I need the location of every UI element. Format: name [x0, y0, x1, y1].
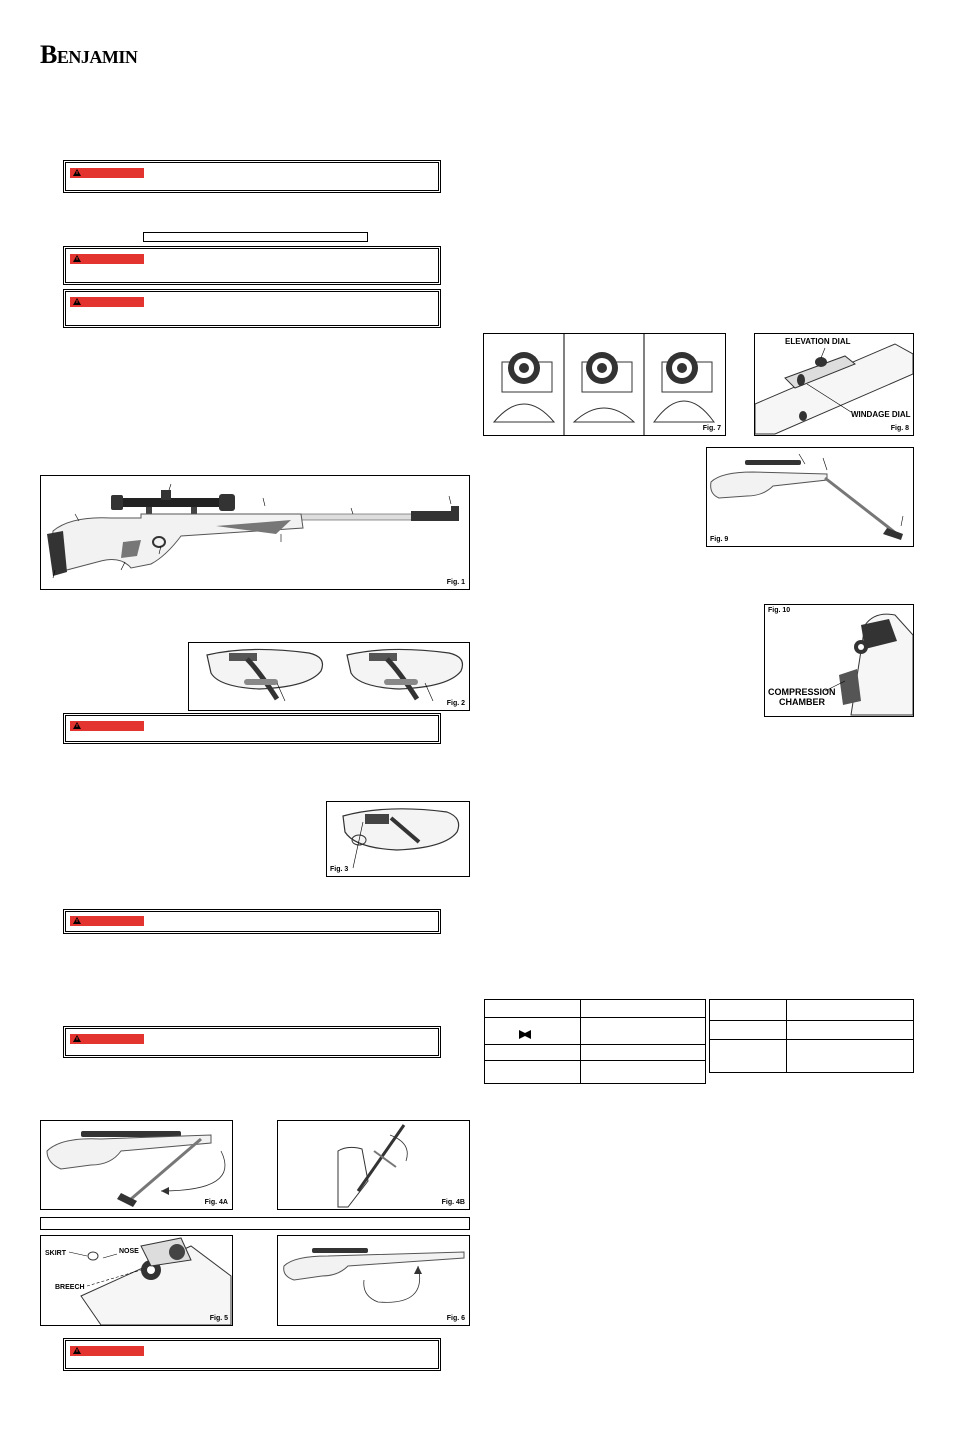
- compression-chamber-label-1: COMPRESSION: [768, 687, 836, 697]
- table-row: [710, 1000, 914, 1021]
- warning-box: [63, 160, 441, 193]
- warning-tag: [70, 1346, 144, 1356]
- text-field-box: [143, 232, 368, 242]
- figure-caption: Fig. 10: [768, 607, 791, 614]
- figure-7-sight-pictures: [483, 333, 726, 436]
- rifle-illustration: [41, 476, 469, 589]
- safety-illustration: [189, 643, 469, 710]
- warning-triangle-icon: [73, 1035, 81, 1042]
- stance-illustration: [278, 1121, 469, 1209]
- caption-bar: [40, 1217, 470, 1230]
- warning-tag: [70, 916, 144, 926]
- figure-4b-cocking-stance: [277, 1120, 470, 1210]
- figure-caption: Fig. 1: [446, 579, 465, 586]
- rear-sight-illustration: [755, 334, 913, 435]
- cocked-illustration: [707, 448, 913, 546]
- figure-1-rifle: [40, 475, 470, 590]
- cocking-illustration: [41, 1121, 232, 1209]
- figure-caption: Fig. 3: [330, 866, 349, 873]
- table-row: [485, 1000, 706, 1018]
- figure-caption: Fig. 6: [446, 1315, 465, 1322]
- breech-label: BREECH: [55, 1284, 85, 1291]
- table-row: [710, 1040, 914, 1073]
- figure-caption: Fig. 8: [890, 425, 909, 432]
- warning-box: [63, 246, 441, 285]
- data-table-left: [484, 999, 706, 1084]
- warning-tag: [70, 1034, 144, 1044]
- figure-8-rear-sight: [754, 333, 914, 436]
- warning-triangle-icon: [73, 169, 81, 176]
- figure-caption: Fig. 2: [446, 700, 465, 707]
- figure-caption: Fig. 5: [209, 1315, 228, 1322]
- nose-label: NOSE: [119, 1248, 139, 1255]
- bowtie-icon: [519, 1030, 531, 1039]
- warning-box: [63, 713, 441, 744]
- table-row: [710, 1021, 914, 1040]
- warning-tag: [70, 254, 144, 264]
- figure-3-trigger: [326, 801, 470, 877]
- warning-box: [63, 1338, 441, 1371]
- figure-caption: Fig. 9: [710, 536, 729, 543]
- warning-triangle-icon: [73, 917, 81, 924]
- data-table-right: [709, 999, 914, 1073]
- windage-dial-label: WINDAGE DIAL: [851, 410, 911, 419]
- warning-box: [63, 289, 441, 328]
- figure-10-compression-chamber: [764, 604, 914, 717]
- figure-5-loading: [40, 1235, 233, 1326]
- figure-caption: Fig. 7: [702, 425, 721, 432]
- compression-chamber-label-2: CHAMBER: [779, 697, 825, 707]
- brand-logo: Benjamin: [40, 40, 138, 69]
- sight-pictures-illustration: [484, 334, 725, 435]
- warning-box: [63, 1026, 441, 1058]
- trigger-illustration: [327, 802, 469, 876]
- sight-picture-2: [574, 352, 634, 422]
- warning-tag: [70, 721, 144, 731]
- figure-2-safety: [188, 642, 470, 711]
- figure-9-cocked: [706, 447, 914, 547]
- elevation-dial-label: ELEVATION DIAL: [785, 337, 851, 346]
- warning-triangle-icon: [73, 1347, 81, 1354]
- table-row: [485, 1018, 706, 1045]
- figure-6-closing: [277, 1235, 470, 1326]
- sight-picture-1: [494, 352, 554, 422]
- warning-triangle-icon: [73, 298, 81, 305]
- figure-4a-cocking: [40, 1120, 233, 1210]
- table-row: [485, 1045, 706, 1061]
- warning-tag: [70, 297, 144, 307]
- warning-triangle-icon: [73, 255, 81, 262]
- sight-picture-3: [654, 352, 714, 422]
- closing-illustration: [278, 1236, 469, 1325]
- warning-box: [63, 909, 441, 934]
- figure-caption: Fig. 4B: [441, 1199, 465, 1206]
- table-row: [485, 1061, 706, 1084]
- warning-tag: [70, 168, 144, 178]
- warning-triangle-icon: [73, 722, 81, 729]
- skirt-label: SKIRT: [45, 1250, 66, 1257]
- figure-caption: Fig. 4A: [204, 1199, 228, 1206]
